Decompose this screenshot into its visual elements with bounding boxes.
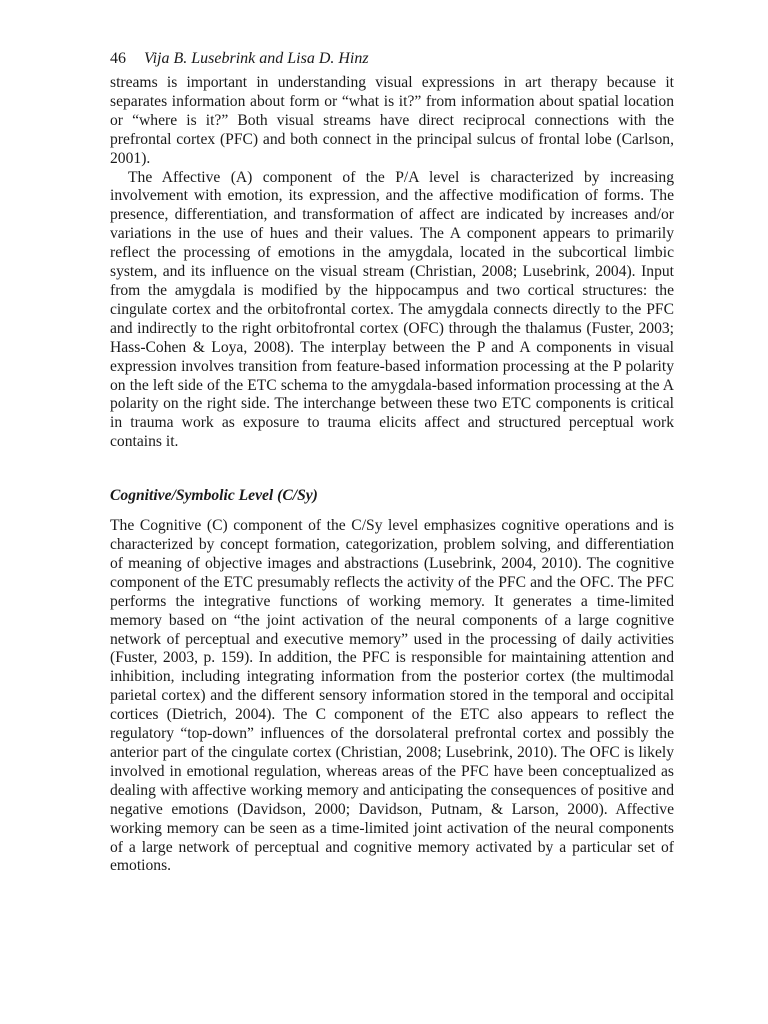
book-page [110,48,674,876]
paragraph-visual-streams: streams is important in understanding visual expressions in art therapy because it separates information about form or “what is it?” from information about spatial location or “where is it?” Both visual streams have direct reciprocal connections with the prefrontal cortex (PFC) and both connect in the principal sulcus of frontal lobe (Carlson, 2001). [110,74,674,167]
running-head-authors: Vija B. Lusebrink and Lisa D. Hinz [144,50,369,67]
running-head [110,48,674,70]
paragraph-affective-component: The Affective (A) component of the P/A level is characterized by increasing involvement with emotion, its expression, and the affective modification of forms. The presence, differentiation, and transformation of affect are indicated by increases and/or variations in the use of hues and their values. The A component appears to primarily reflect the processing of emotions in the amygdala, located in the subcortical limbic system, and its influence on the visual stream (Christian, 2008; Lusebrink, 2004). Input from the amygdala is modified by the hippocampus and two cortical structures: the cingulate cortex and the orbitofrontal cortex. The amygdala connects directly to the PFC and indirectly to the right orbitofrontal cortex (OFC) through the thalamus (Fuster, 2003; Hass-Cohen & Loya, 2008). The interplay between the P and A components in visual expression involves transition from feature-based information processing at the P polarity on the left side of the ETC schema to the amygdala-based information processing at the A polarity on the right side. The interchange between these two ETC components is critical in trauma work as exposure to trauma elicits affect and structured perceptual work contains it. [110,168,674,451]
page-number: 46 [110,50,126,67]
section-heading: Cognitive/Symbolic Level (C/Sy) [110,487,318,505]
paragraph-cognitive-component: The Cognitive (C) component of the C/Sy level emphasizes cognitive operations and is characterized by concept formation, categorization, problem solving, and differentiation of meaning of objective images and abstractions (Lusebrink, 2004, 2010). The cognitive component of the ETC presumably reflects the activity of the PFC and the OFC. The PFC performs the integrative functions of working memory. It generates a time-limited memory based on “the joint activation of the neural components of a large cognitive network of perceptual and executive memory” used in the processing of daily activities (Fuster, 2003, p. 159). In addition, the PFC is responsible for maintaining attention and inhibition, including integrating information from the posterior cortex (the multimodal parietal cortex) and the different sensory information stored in the temporal and occipital cortices (Dietrich, 2004). The C component of the ETC also appears to reflect the regulatory “top-down” influences of the dorsolateral prefrontal cortex and possibly the anterior part of the cingulate cortex (Christian, 2008; Lusebrink, 2010). The OFC is likely involved in emotional regulation, whereas areas of the PFC have been conceptualized as dealing with affective working memory and anticipating the consequences of positive and negative emotions (Davidson, 2000; Davidson, Putnam, & Larson, 2000). Affective working memory can be seen as a time-limited joint activation of the neural components of a large network of perceptual and cognitive memory activated by a particular set of emotions. [110,517,674,875]
